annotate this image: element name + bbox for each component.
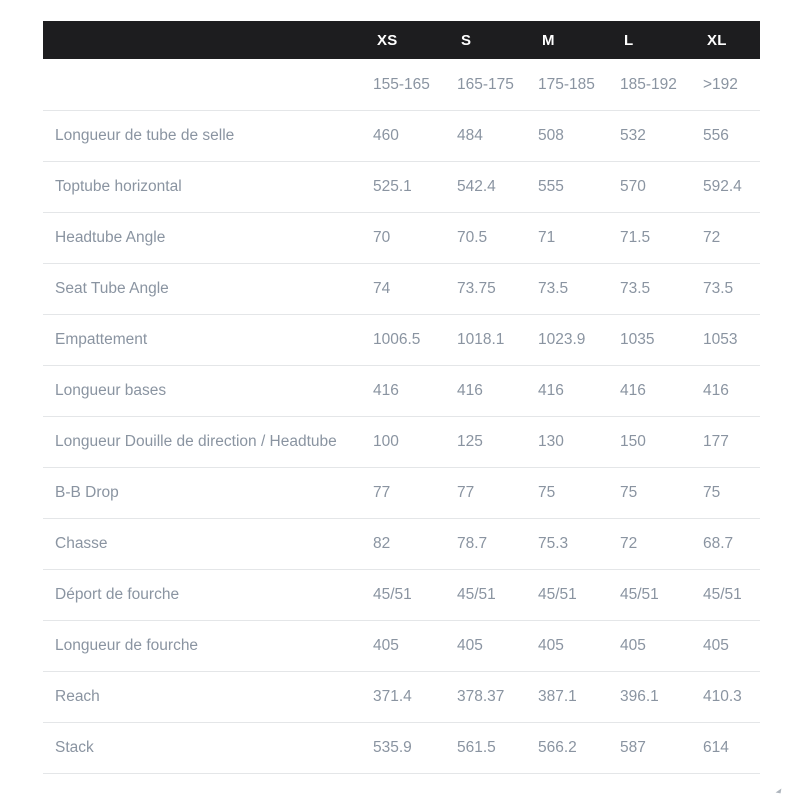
cell-xl: 410.3 bbox=[703, 672, 760, 723]
size-header-m: M bbox=[538, 21, 620, 59]
cell-m: 387.1 bbox=[538, 672, 620, 723]
cell-xl: 416 bbox=[703, 366, 760, 417]
cell-xl: 72 bbox=[703, 213, 760, 264]
table-row bbox=[43, 621, 760, 672]
row-label: B-B Drop bbox=[43, 468, 373, 519]
cell-s: 484 bbox=[457, 111, 538, 162]
height-range-l: 185-192 bbox=[620, 59, 703, 111]
cell-s: 125 bbox=[457, 417, 538, 468]
table-row bbox=[43, 672, 760, 723]
cell-xs: 74 bbox=[373, 264, 457, 315]
cell-xl: 73.5 bbox=[703, 264, 760, 315]
cell-xl: 75 bbox=[703, 468, 760, 519]
cell-xs: 405 bbox=[373, 621, 457, 672]
cell-l: 45/51 bbox=[620, 570, 703, 621]
cell-xs: 70 bbox=[373, 213, 457, 264]
cell-l: 75 bbox=[620, 468, 703, 519]
cell-l: 416 bbox=[620, 366, 703, 417]
cell-xs: 535.9 bbox=[373, 723, 457, 774]
row-label: Longueur Douille de direction / Headtube bbox=[43, 417, 373, 468]
cell-xs: 1006.5 bbox=[373, 315, 457, 366]
table-row bbox=[43, 111, 760, 162]
row-label: Déport de fourche bbox=[43, 570, 373, 621]
size-header-l: L bbox=[620, 21, 703, 59]
row-label: Stack bbox=[43, 723, 373, 774]
table-row bbox=[43, 570, 760, 621]
cell-s: 378.37 bbox=[457, 672, 538, 723]
cell-s: 78.7 bbox=[457, 519, 538, 570]
cell-xl: 614 bbox=[703, 723, 760, 774]
row-label: Seat Tube Angle bbox=[43, 264, 373, 315]
cell-xs: 371.4 bbox=[373, 672, 457, 723]
cell-s: 405 bbox=[457, 621, 538, 672]
cell-s: 70.5 bbox=[457, 213, 538, 264]
cell-l: 150 bbox=[620, 417, 703, 468]
table-row bbox=[43, 162, 760, 213]
table-row bbox=[43, 519, 760, 570]
height-range-s: 165-175 bbox=[457, 59, 538, 111]
table-row bbox=[43, 213, 760, 264]
cell-xs: 416 bbox=[373, 366, 457, 417]
cell-l: 587 bbox=[620, 723, 703, 774]
cell-l: 72 bbox=[620, 519, 703, 570]
cell-m: 508 bbox=[538, 111, 620, 162]
cell-l: 73.5 bbox=[620, 264, 703, 315]
cell-s: 542.4 bbox=[457, 162, 538, 213]
table-row bbox=[43, 366, 760, 417]
size-header-xl: XL bbox=[703, 21, 760, 59]
cell-xl: 405 bbox=[703, 621, 760, 672]
cell-xl: 177 bbox=[703, 417, 760, 468]
cell-xl: 556 bbox=[703, 111, 760, 162]
row-label: Chasse bbox=[43, 519, 373, 570]
row-label: Longueur de fourche bbox=[43, 621, 373, 672]
height-range-xs: 155-165 bbox=[373, 59, 457, 111]
cell-s: 73.75 bbox=[457, 264, 538, 315]
cell-xl: 45/51 bbox=[703, 570, 760, 621]
cell-l: 405 bbox=[620, 621, 703, 672]
cell-s: 1018.1 bbox=[457, 315, 538, 366]
row-label: Empattement bbox=[43, 315, 373, 366]
cell-l: 532 bbox=[620, 111, 703, 162]
cell-xs: 460 bbox=[373, 111, 457, 162]
cursor-artifact bbox=[776, 788, 782, 794]
geometry-table bbox=[43, 21, 760, 774]
cell-xs: 45/51 bbox=[373, 570, 457, 621]
row-label: Toptube horizontal bbox=[43, 162, 373, 213]
cell-m: 566.2 bbox=[538, 723, 620, 774]
size-header-xs: XS bbox=[373, 21, 457, 59]
table-row bbox=[43, 264, 760, 315]
cell-l: 396.1 bbox=[620, 672, 703, 723]
cell-m: 555 bbox=[538, 162, 620, 213]
table-row bbox=[43, 417, 760, 468]
cell-m: 73.5 bbox=[538, 264, 620, 315]
cell-xs: 100 bbox=[373, 417, 457, 468]
cell-m: 1023.9 bbox=[538, 315, 620, 366]
row-label: Longueur bases bbox=[43, 366, 373, 417]
rider-height-row bbox=[43, 59, 760, 111]
size-header-s: S bbox=[457, 21, 538, 59]
cell-m: 416 bbox=[538, 366, 620, 417]
cell-l: 1035 bbox=[620, 315, 703, 366]
cell-l: 570 bbox=[620, 162, 703, 213]
cell-m: 75.3 bbox=[538, 519, 620, 570]
table-body bbox=[43, 59, 760, 774]
cell-s: 77 bbox=[457, 468, 538, 519]
height-range-m: 175-185 bbox=[538, 59, 620, 111]
cell-xs: 525.1 bbox=[373, 162, 457, 213]
row-label bbox=[43, 59, 373, 111]
cell-xs: 82 bbox=[373, 519, 457, 570]
cell-xl: 592.4 bbox=[703, 162, 760, 213]
row-label: Reach bbox=[43, 672, 373, 723]
header-spacer bbox=[43, 21, 373, 59]
cell-m: 75 bbox=[538, 468, 620, 519]
cell-m: 405 bbox=[538, 621, 620, 672]
size-header-row bbox=[43, 21, 760, 59]
cell-xs: 77 bbox=[373, 468, 457, 519]
cell-s: 45/51 bbox=[457, 570, 538, 621]
cell-m: 130 bbox=[538, 417, 620, 468]
cell-xl: 1053 bbox=[703, 315, 760, 366]
table-row bbox=[43, 723, 760, 774]
cell-l: 71.5 bbox=[620, 213, 703, 264]
cell-s: 416 bbox=[457, 366, 538, 417]
height-range-xl: >192 bbox=[703, 59, 760, 111]
row-label: Headtube Angle bbox=[43, 213, 373, 264]
table-row bbox=[43, 468, 760, 519]
cell-m: 71 bbox=[538, 213, 620, 264]
table-row bbox=[43, 315, 760, 366]
cell-xl: 68.7 bbox=[703, 519, 760, 570]
cell-m: 45/51 bbox=[538, 570, 620, 621]
cell-s: 561.5 bbox=[457, 723, 538, 774]
row-label: Longueur de tube de selle bbox=[43, 111, 373, 162]
